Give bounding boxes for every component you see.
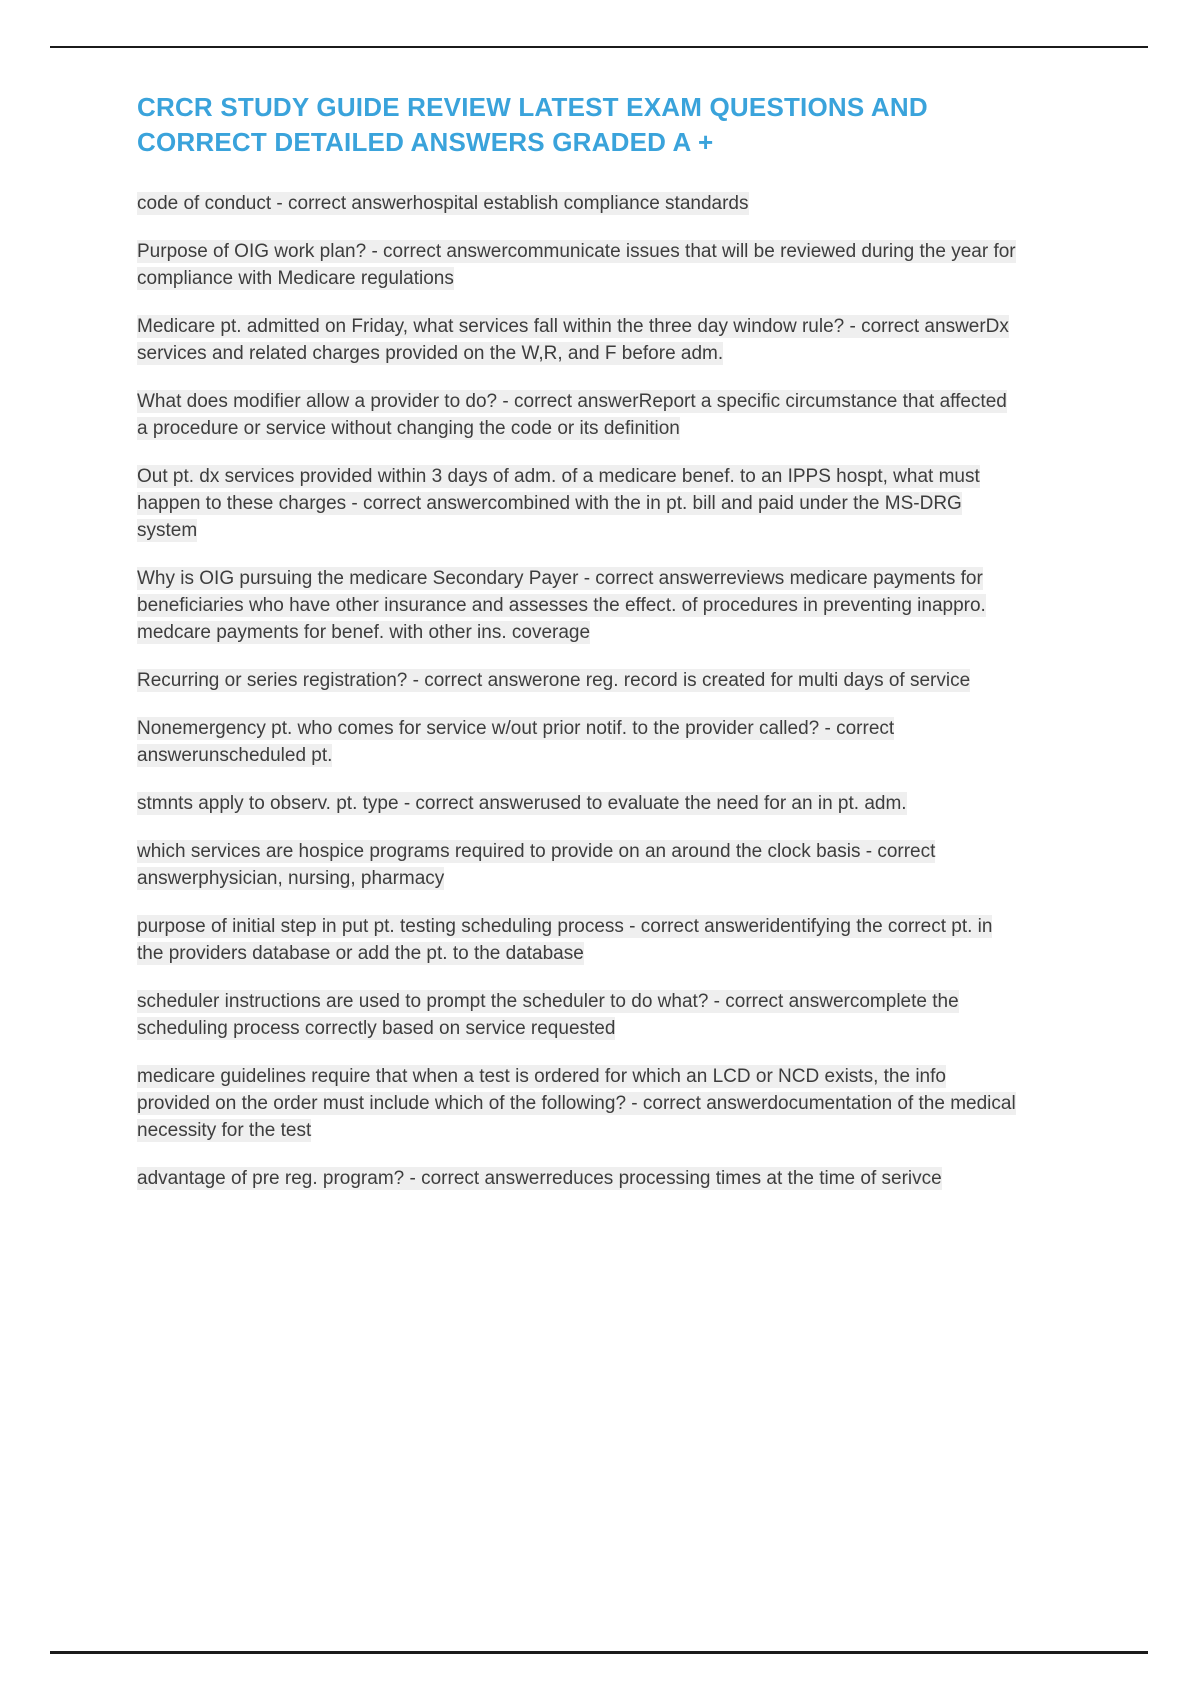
qa-text: purpose of initial step in put pt. testing scheduling process - correct answeridentifying the correct pt. in the providers database or add the pt. to the database bbox=[137, 916, 993, 964]
qa-item bbox=[137, 1063, 1017, 1144]
page-title: CRCR STUDY GUIDE REVIEW LATEST EXAM QUESTIONS AND CORRECT DETAILED ANSWERS GRADED A + bbox=[137, 92, 928, 157]
qa-text: advantage of pre reg. program? - correct answerreduces processing times at the time of serivce bbox=[137, 1168, 942, 1189]
top-rule bbox=[50, 46, 1148, 48]
qa-item bbox=[137, 715, 1017, 769]
qa-text: Nonemergency pt. who comes for service w/out prior notif. to the provider called? - correct answerunscheduled pt. bbox=[137, 718, 895, 766]
qa-text: Why is OIG pursuing the medicare Secondary Payer - correct answerreviews medicare payments for beneficiaries who have other insurance and assesses the effect. of procedures in preventing inappro. medcare payments for benef. with other ins. coverage bbox=[137, 568, 986, 643]
qa-text: which services are hospice programs required to provide on an around the clock basis - correct answerphysician, nursing, pharmacy bbox=[137, 841, 936, 889]
bottom-rule bbox=[50, 1651, 1148, 1654]
qa-item bbox=[137, 1165, 1017, 1192]
qa-item bbox=[137, 238, 1017, 292]
qa-text: code of conduct - correct answerhospital establish compliance standards bbox=[137, 193, 749, 214]
qa-text: What does modifier allow a provider to do? - correct answerReport a specific circumstance that affected a procedure or service without changing the code or its definition bbox=[137, 391, 1007, 439]
qa-item bbox=[137, 790, 1017, 817]
qa-text: scheduler instructions are used to prompt the scheduler to do what? - correct answercomplete the scheduling process correctly based on service requested bbox=[137, 991, 959, 1039]
qa-text: Purpose of OIG work plan? - correct answercommunicate issues that will be reviewed during the year for compliance with Medicare regulations bbox=[137, 241, 1016, 289]
qa-item bbox=[137, 565, 1017, 646]
qa-item bbox=[137, 988, 1017, 1042]
qa-item bbox=[137, 313, 1017, 367]
qa-text: medicare guidelines require that when a test is ordered for which an LCD or NCD exists, the info provided on the order must include which of the following? - correct answerdocumentation of the medical necessity for the test bbox=[137, 1066, 1016, 1141]
qa-item bbox=[137, 838, 1017, 892]
qa-text: Medicare pt. admitted on Friday, what services fall within the three day window rule? - correct answerDx services and related charges provided on the W,R, and F before adm. bbox=[137, 316, 1009, 364]
qa-item bbox=[137, 463, 1017, 544]
qa-item bbox=[137, 388, 1017, 442]
document-body bbox=[137, 90, 1017, 1213]
qa-text: Out pt. dx services provided within 3 days of adm. of a medicare benef. to an IPPS hospt, what must happen to these charges - correct answercombined with the in pt. bill and paid under the MS-DRG system bbox=[137, 466, 980, 541]
qa-text: stmnts apply to observ. pt. type - correct answerused to evaluate the need for an in pt. adm. bbox=[137, 793, 907, 814]
qa-item bbox=[137, 667, 1017, 694]
qa-text: Recurring or series registration? - correct answerone reg. record is created for multi days of service bbox=[137, 670, 971, 691]
qa-item bbox=[137, 190, 1017, 217]
qa-item bbox=[137, 913, 1017, 967]
